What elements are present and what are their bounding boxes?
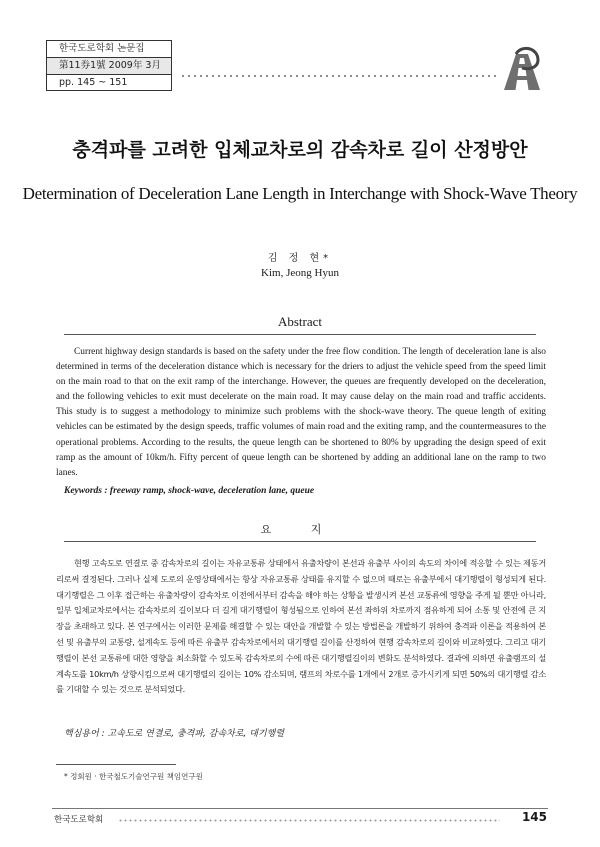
abstract-body: Current highway design standards is based on the safety under the free flow condition. The length of deceleration lane is also determined in terms of the deceleration distance which is necessary for the driers to adjust the vehicle speed from the speed limit on the main road to that on the exit ramp of the interchange. However, the queues are frequently developed on the deceleration, and the following vehicles to exit must decelerate on the main road. It may cause delay on the main road and traffic accidents. This study is to suggest a methodology to minimize such problems with the shock-wave theory. The queue length of exiting vehicles can be estimated by the design speeds, traffic volumes of main road and the exiting ramp, and the countermeasures to the operational problems. According to the results, the queue length can be shortened to 80% by upgrading the design speed of exit ramp as the amount of 10km/h. Fifty percent of queue length can be shortened by adding an additional lane on the ramp to two lanes. <box>56 347 546 478</box>
journal-pages: pp. 145 ~ 151 <box>46 74 172 91</box>
journal-volume: 第11券1號 2009年 3月 <box>46 57 172 74</box>
summary-keywords: 핵심용어 : 고속도로 연결로, 충격파, 감속차로, 대기행렬 <box>64 729 285 739</box>
abstract-heading: Abstract <box>277 314 323 329</box>
header-dotted-rule <box>180 74 500 78</box>
title-korean: 충격파를 고려한 입체교차로의 감속차로 길이 산정방안 <box>72 139 528 161</box>
footer-society-name: 한국도로학회 <box>54 815 104 825</box>
journal-info-box <box>46 40 172 91</box>
footer-rule <box>52 808 548 809</box>
title-english: Determination of Deceleration Lane Length in Interchange with Shock-Wave Theory <box>22 184 578 203</box>
abstract-keywords: Keywords : freeway ramp, shock-wave, deceleration lane, queue <box>64 486 315 496</box>
road-society-logo-icon <box>500 46 544 94</box>
author-english: Kim, Jeong Hyun <box>261 267 339 279</box>
footnote-rule <box>56 764 176 765</box>
journal-name: 한국도로학회 논문집 <box>46 40 172 57</box>
summary-heading: 요 지 <box>260 523 340 536</box>
author-korean: 김 정 현* <box>267 253 333 264</box>
footer-dotted-rule <box>118 819 500 822</box>
abstract-rule <box>64 334 536 335</box>
author-affiliation-footnote: * 정회원 · 한국철도기술연구원 책임연구원 <box>64 772 203 781</box>
summary-body: 현행 고속도로 연결로 중 감속차로의 길이는 자유교통류 상태에서 유출차량이 본선과 유출부 사이의 속도의 차이에 적응할 수 있는 제동거리로써 결정된다. 그러나 실제 도로의 운영상태에서는 항상 자유교통류 상태를 유지할 수 없으며 때로는 유출부에서 대기행렬이 형성되게 된다. 대기행렬은 그 이후 접근하는 유출차량이 감속차로 이전에서부터 감속을 해야 하는 상황을 발생시켜 본선 교통류에 영향을 주게 될 뿐만 아니라, 일부 입체교차로에서는 감속차로의 길이보다 더 길게 대기행렬이 형성됨으로 인하여 본선 좌하위 차로까지 점유하게 되어 소통 및 안전에 큰 지장을 초래하고 있다. 본 연구에서는 이러한 문제를 해결할 수 있는 대안을 개발할 수 있는 방법론을 개발하기 위하여 충격파 이론을 적용하여 본선 및 유출부의 교통량, 설계속도 등에 따른 유출부 감속차로에서의 대기행렬 길이를 산정하여 현행 감속차로의 길이와 비교하였다. 그리고 대기행렬이 본선 교통류에 대한 영향을 최소화할 수 있도록 감속차로의 수에 따른 대기행렬길이의 변화도 분석하였다. 결과에 의하면 유출램프의 설계속도를 10km/h 상향시킴으로써 대기행렬의 길이는 10% 감소되며, 램프의 차로수를 1개에서 2개로 증가시키게 되면 50%의 대기행렬 감소를 기대할 수 있는 것으로 분석되었다. <box>56 558 546 695</box>
summary-rule <box>64 541 536 542</box>
page-number: 145 <box>521 810 547 824</box>
